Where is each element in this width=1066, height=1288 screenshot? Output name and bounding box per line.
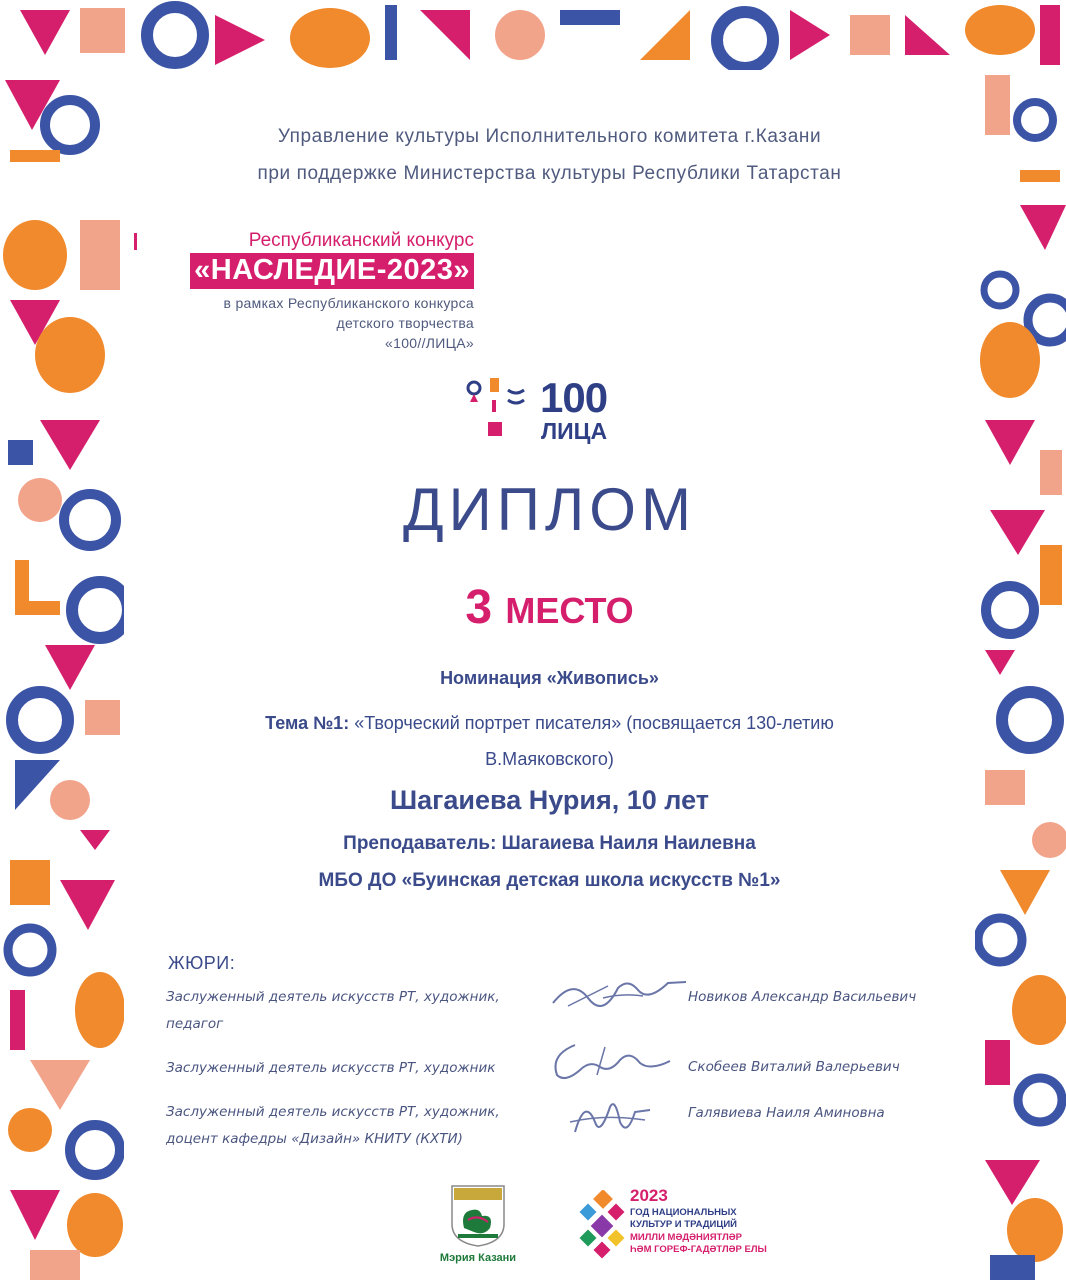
signature-1-icon xyxy=(548,968,688,1013)
nomination: Номинация «Живопись» xyxy=(440,668,659,688)
contest-block xyxy=(134,230,474,353)
contest-sub-line-3: «100//ЛИЦА» xyxy=(385,335,474,351)
jury-heading: ЖЮРИ: xyxy=(168,953,236,973)
participant-name: Шагаиева Нурия, 10 лет xyxy=(389,785,709,815)
year-of-cultures-logo xyxy=(578,1186,798,1266)
contest-sub-line-2: детского творчества xyxy=(336,315,474,331)
theme-label: Тема №1: xyxy=(265,713,350,733)
logo-100-mark-icon xyxy=(462,370,542,450)
jury-name-1: Новиков Александр Васильевич xyxy=(688,989,917,1005)
jury-role-2-line-1: Заслуженный деятель искусств РТ, художник xyxy=(166,1060,496,1076)
diploma-title: ДИПЛОМ xyxy=(403,476,696,543)
teacher-name: Преподаватель: Шагаиева Наиля Наилевна xyxy=(343,833,756,854)
year-caption-ru xyxy=(630,1207,737,1231)
jury-role-1-line-2: педагог xyxy=(166,1016,224,1032)
theme-text: «Творческий портрет писателя» (посвящается 130-летию xyxy=(354,713,834,733)
kazan-coat-of-arms-icon xyxy=(448,1184,508,1248)
jury-role-3 xyxy=(166,1099,536,1153)
logo-100-lica xyxy=(462,370,642,450)
jury-role-1 xyxy=(166,984,536,1038)
contest-label: Республиканский конкурс xyxy=(134,230,474,252)
mayor-kazan-logo xyxy=(428,1184,528,1268)
year-caption-tt-line-2: ҺӘМ ГОРЕФ-ГАДӘТЛӘР ЕЛЫ xyxy=(630,1244,767,1255)
jury-role-2 xyxy=(166,1055,536,1082)
contest-sub-line-1: в рамках Республиканского конкурса xyxy=(223,295,474,311)
jury-role-3-line-1: Заслуженный деятель искусств РТ, художник, xyxy=(166,1104,500,1120)
year-caption-tt xyxy=(630,1232,767,1256)
theme xyxy=(124,705,975,777)
school-name: МБО ДО «Буинская детская школа искусств №1» xyxy=(318,870,781,891)
jury-name-2: Скобеев Виталий Валерьевич xyxy=(688,1059,900,1075)
ornament-icon xyxy=(578,1190,628,1262)
theme-text-2: В.Маяковского) xyxy=(485,749,614,769)
year-label: 2023 xyxy=(630,1186,668,1205)
jury-role-1-line-1: Заслуженный деятель искусств РТ, художник, xyxy=(166,989,500,1005)
contest-subtitle xyxy=(134,293,474,353)
org-line-1: Управление культуры Исполнительного комитета г.Казани xyxy=(277,126,822,147)
signature-2-icon xyxy=(545,1035,680,1085)
place-word: МЕСТО xyxy=(505,590,634,631)
contest-name: «НАСЛЕДИЕ-2023» xyxy=(190,253,474,289)
logo-100-number: 100 xyxy=(540,374,608,421)
year-caption-ru-line-2: КУЛЬТУР И ТРАДИЦИЙ xyxy=(630,1219,737,1230)
place-number: 3 xyxy=(465,581,493,634)
jury-role-3-line-2: доцент кафедры «Дизайн» КНИТУ (КХТИ) xyxy=(166,1131,463,1147)
year-caption-tt-line-1: МИЛЛИ МӘДӘНИЯТЛӘР xyxy=(630,1232,743,1243)
place-award xyxy=(124,580,975,635)
jury-name-3: Галявиева Наиля Аминовна xyxy=(688,1105,885,1121)
year-caption-ru-line-1: ГОД НАЦИОНАЛЬНЫХ xyxy=(630,1207,737,1218)
logo-100-word: ЛИЦА xyxy=(541,418,608,444)
signature-3-icon xyxy=(565,1092,660,1142)
org-line-2: при поддержке Министерства культуры Республики Татарстан xyxy=(257,163,842,184)
mayor-kazan-caption: Мэрия Казани xyxy=(439,1252,517,1264)
